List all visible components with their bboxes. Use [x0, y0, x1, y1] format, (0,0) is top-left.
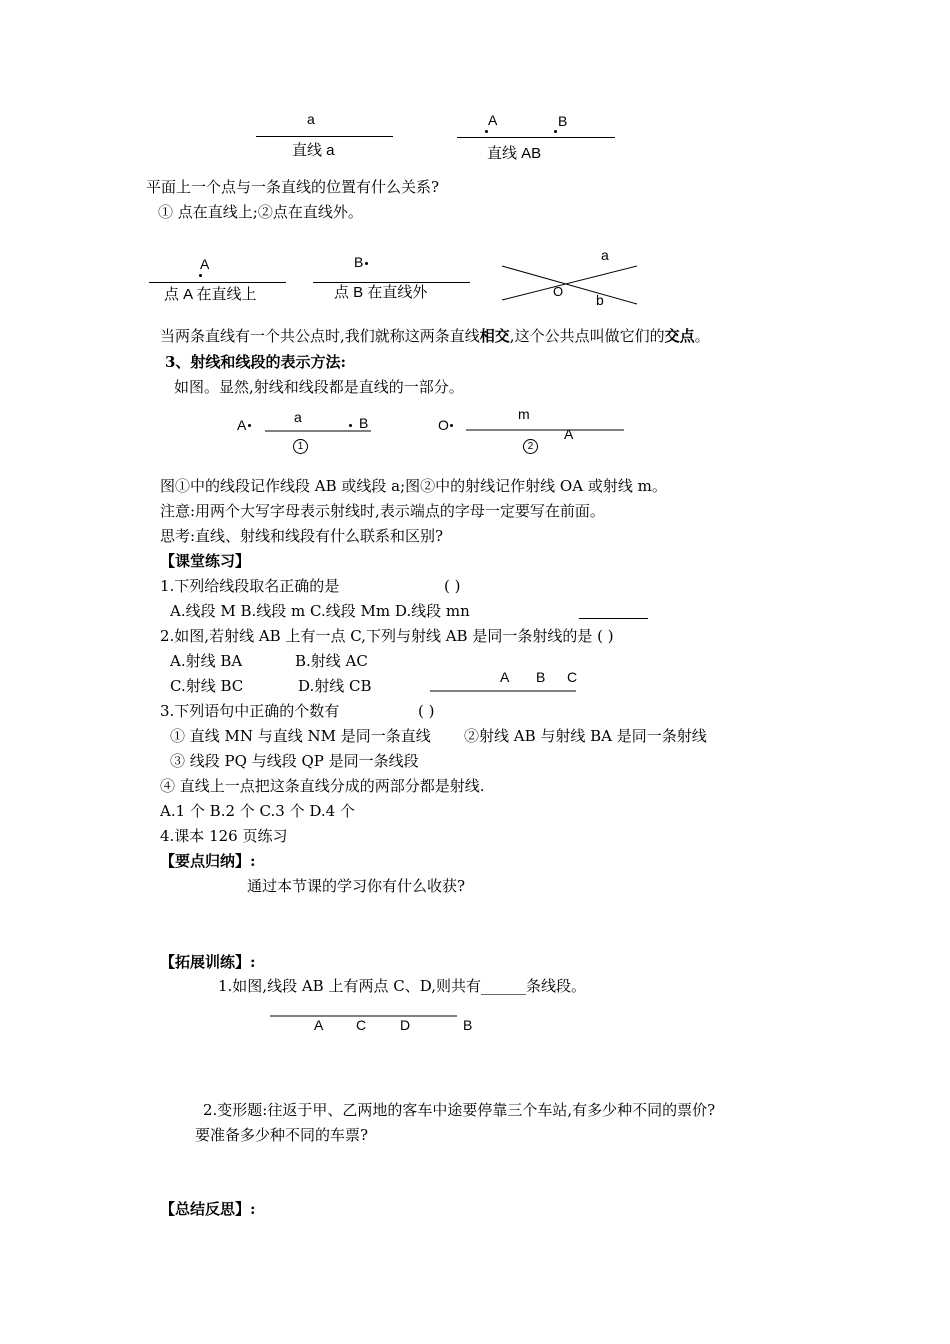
segment-a-label: a [294, 409, 302, 425]
line-a-label: a [307, 111, 315, 127]
q2-fig-C: C [567, 669, 578, 685]
intersect-bold-1: 相交 [479, 327, 510, 345]
figure-number-2: 2 [523, 439, 538, 454]
q3-statement-3: ③ 线段 PQ 与线段 QP 是同一条线段 [170, 752, 419, 770]
ray-A-label: A [564, 426, 574, 442]
figure-note: 图①中的线段记作线段 AB 或线段 a;图②中的射线记作射线 OA 或射线 m。 [160, 477, 667, 495]
q1-stem: 1.下列给线段取名正确的是 [160, 577, 340, 595]
section-3-intro: 如图。显然,射线和线段都是直线的一部分。 [174, 378, 464, 396]
q3-paren: ( ) [418, 702, 435, 720]
q3-stem: 3.下列语句中正确的个数有 [160, 702, 340, 720]
line-ab-caption: 直线 AB [487, 145, 542, 162]
line-a-caption: 直线 a [292, 142, 335, 159]
ray-O-label: O [438, 417, 449, 433]
line-ab-B-label: B [558, 113, 568, 129]
crossing-line-a [502, 266, 637, 300]
on-line-caption: 点 A 在直线上 [164, 286, 257, 303]
crossing-line-b [502, 266, 637, 304]
segment-A-label: A [237, 417, 247, 433]
q2-stem: 2.如图,若射线 AB 上有一点 C,下列与射线 AB 是同一条射线的是 ( ) [160, 627, 614, 645]
ext1-point-D: D [400, 1017, 411, 1033]
q1-paren: ( ) [444, 577, 461, 595]
q3-statement-2: ②射线 AB 与射线 BA 是同一条射线 [464, 727, 707, 745]
section-3-title: 3、射线和线段的表示方法: [165, 353, 346, 371]
question-point-line: 平面上一个点与一条直线的位置有什么关系? [146, 178, 440, 196]
extend-title: 【拓展训练】: [160, 953, 256, 971]
attention-note: 注意:用两个大写字母表示射线时,表示端点的字母一定要写在前面。 [160, 502, 605, 520]
summary-title: 【要点归纳】: [160, 852, 256, 870]
q2-fig-A: A [500, 669, 510, 685]
figure-number-1: 1 [293, 439, 308, 454]
intersect-bold-2: 交点 [664, 327, 695, 345]
ext1-point-C: C [356, 1017, 367, 1033]
q3-options: A.1 个 B.2 个 C.3 个 D.4 个 [160, 802, 355, 820]
q2-option-d: D.射线 CB [298, 677, 372, 695]
q2-option-b: B.射线 AC [295, 652, 368, 670]
segment-B-label: B [359, 415, 369, 431]
q2-option-c: C.射线 BC [170, 677, 244, 695]
q2-option-a: A.射线 BA [170, 652, 243, 670]
segment-a-dot [248, 424, 251, 427]
point-relations: ① 点在直线上;②点在直线外。 [158, 203, 363, 221]
ray-o-dot [450, 424, 453, 427]
line-ab-A-label: A [488, 112, 498, 128]
q4-text: 4.课本 126 页练习 [160, 827, 288, 845]
q2-fig-B: B [536, 669, 546, 685]
summary-question: 通过本节课的学习你有什么收获? [247, 877, 466, 895]
crossing-O-label: O [553, 284, 564, 299]
intersection-definition [160, 329, 710, 344]
intersect-text-1: 当两条直线有一个共公点时,我们就称这两条直线 [160, 327, 480, 345]
on-line-A-label: A [200, 256, 210, 272]
ext1-point-B: B [463, 1017, 473, 1033]
q1-answer-line [579, 618, 648, 619]
ext2-line-2: 要准备多少种不同的车票? [195, 1126, 369, 1144]
q1-options: A.线段 M B.线段 m C.线段 Mm D.线段 mn [170, 602, 470, 620]
ray-m-label: m [518, 406, 530, 422]
ext1-point-A: A [314, 1017, 324, 1033]
crossing-b-label: b [596, 292, 604, 308]
off-line-B-label: B [354, 254, 364, 270]
ext2-line-1: 2.变形题:往返于甲、乙两地的客车中途要停靠三个车站,有多少种不同的票价? [203, 1101, 716, 1119]
crossing-a-label: a [601, 247, 609, 263]
practice-title: 【课堂练习】 [160, 552, 251, 570]
intersect-text-3: 。 [694, 327, 710, 345]
reflect-title: 【总结反思】: [160, 1200, 256, 1218]
intersect-text-2: ,这个公共点叫做它们的 [509, 327, 665, 345]
q3-statement-4: ④ 直线上一点把这条直线分成的两部分都是射线. [160, 777, 485, 795]
think-question: 思考:直线、射线和线段有什么联系和区别? [160, 527, 444, 545]
ext1-stem: 1.如图,线段 AB 上有两点 C、D,则共有______条线段。 [218, 977, 586, 995]
q3-statement-1: ① 直线 MN 与直线 NM 是同一条直线 [170, 727, 431, 745]
segment-b-dot [349, 424, 352, 427]
off-line-caption: 点 B 在直线外 [334, 284, 428, 301]
